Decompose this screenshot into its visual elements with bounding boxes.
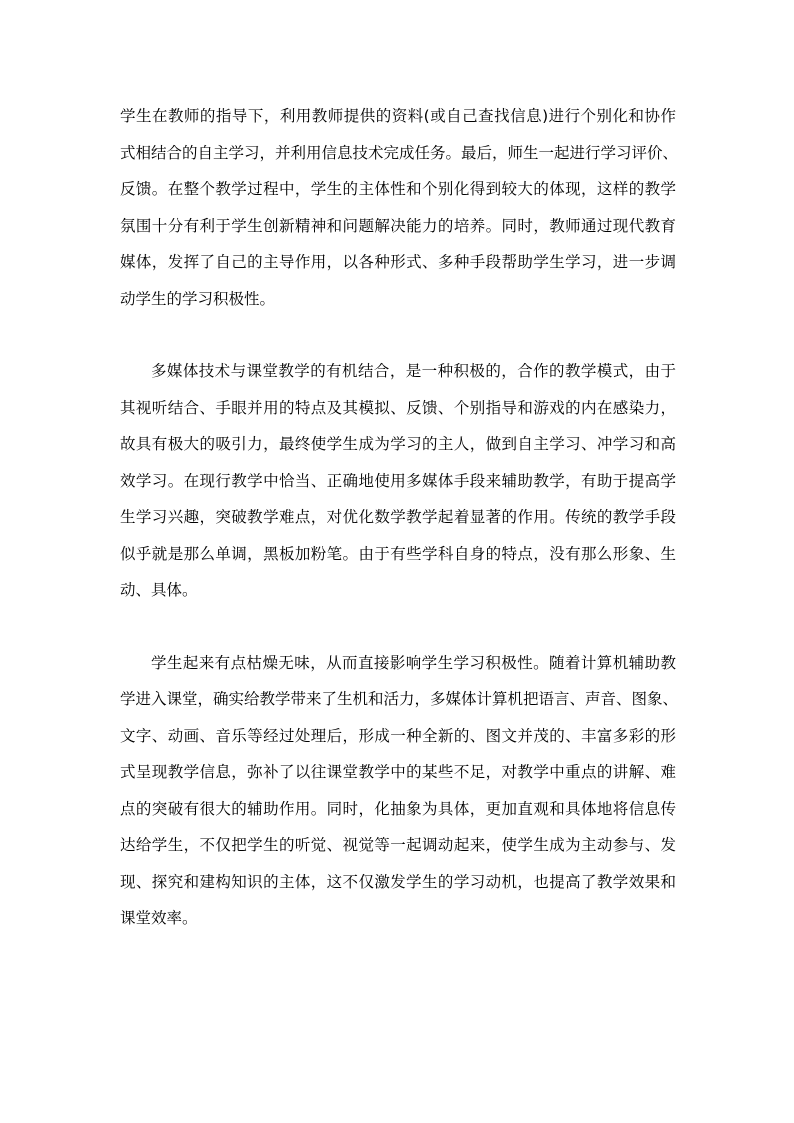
paragraph-line: 效学习。在现行教学中恰当、正确地使用多媒体手段来辅助教学，有助于提高学 bbox=[120, 471, 676, 490]
paragraph-1 bbox=[120, 105, 679, 324]
paragraph-line: 媒体，发挥了自己的主导作用，以各种形式、多种手段帮助学生学习，进一步调 bbox=[120, 253, 676, 271]
paragraph-line: 生学习兴趣，突破教学难点，对优化数学教学起着显著的作用。传统的教学手段 bbox=[120, 508, 676, 526]
paragraph-2 bbox=[120, 360, 676, 616]
paragraph-line: 式呈现教学信息，弥补了以往课堂教学中的某些不足，对教学中重点的讲解、难 bbox=[120, 763, 676, 781]
paragraph-line: 学生起来有点枯燥无味，从而直接影响学生学习积极性。随着计算机辅助教 bbox=[151, 653, 676, 672]
paragraph-line: 现、探究和建构知识的主体，这不仅激发学生的学习动机，也提高了教学效果和 bbox=[120, 872, 676, 891]
paragraph-line: 反馈。在整个教学过程中，学生的主体性和个别化得到较大的体现，这样的教学 bbox=[120, 180, 676, 198]
paragraph-line: 学生在教师的指导下，利用教师提供的资料(或自己查找信息)进行个别化和协作 bbox=[120, 107, 676, 125]
paragraph-line: 故具有极大的吸引力，最终使学生成为学习的主人，做到自主学习、冲学习和高 bbox=[120, 435, 676, 453]
paragraph-line: 动学生的学习积极性。 bbox=[120, 289, 276, 308]
paragraph-3 bbox=[120, 652, 679, 944]
paragraph-line: 动、具体。 bbox=[120, 581, 198, 599]
paragraph-line: 学进入课堂，确实给教学带来了生机和活力，多媒体计算机把语言、声音、图象、 bbox=[120, 690, 679, 708]
paragraph-line: 达给学生，不仅把学生的听觉、视觉等一起调动起来，使学生成为主动参与、发 bbox=[120, 836, 676, 854]
paragraph-line: 点的突破有很大的辅助作用。同时，化抽象为具体，更加直观和具体地将信息传 bbox=[120, 799, 676, 818]
paragraph-line: 文字、动画、音乐等经过处理后，形成一种全新的、图文并茂的、丰富多彩的形 bbox=[120, 726, 676, 745]
paragraph-line: 课堂效率。 bbox=[120, 909, 198, 927]
paragraph-line: 多媒体技术与课堂教学的有机结合，是一种积极的，合作的教学模式，由于 bbox=[151, 362, 676, 380]
paragraph-line: 其视听结合、手眼并用的特点及其模拟、反馈、个别指导和游戏的内在感染力， bbox=[120, 398, 676, 417]
paragraph-line: 式相结合的自主学习，并利用信息技术完成任务。最后，师生一起进行学习评价、 bbox=[120, 143, 679, 162]
paragraph-line: 似乎就是那么单调，黑板加粉笔。由于有些学科自身的特点，没有那么形象、生 bbox=[120, 544, 676, 563]
paragraph-line: 氛围十分有利于学生创新精神和问题解决能力的培养。同时，教师通过现代教育 bbox=[120, 216, 676, 235]
document-body bbox=[120, 105, 679, 944]
